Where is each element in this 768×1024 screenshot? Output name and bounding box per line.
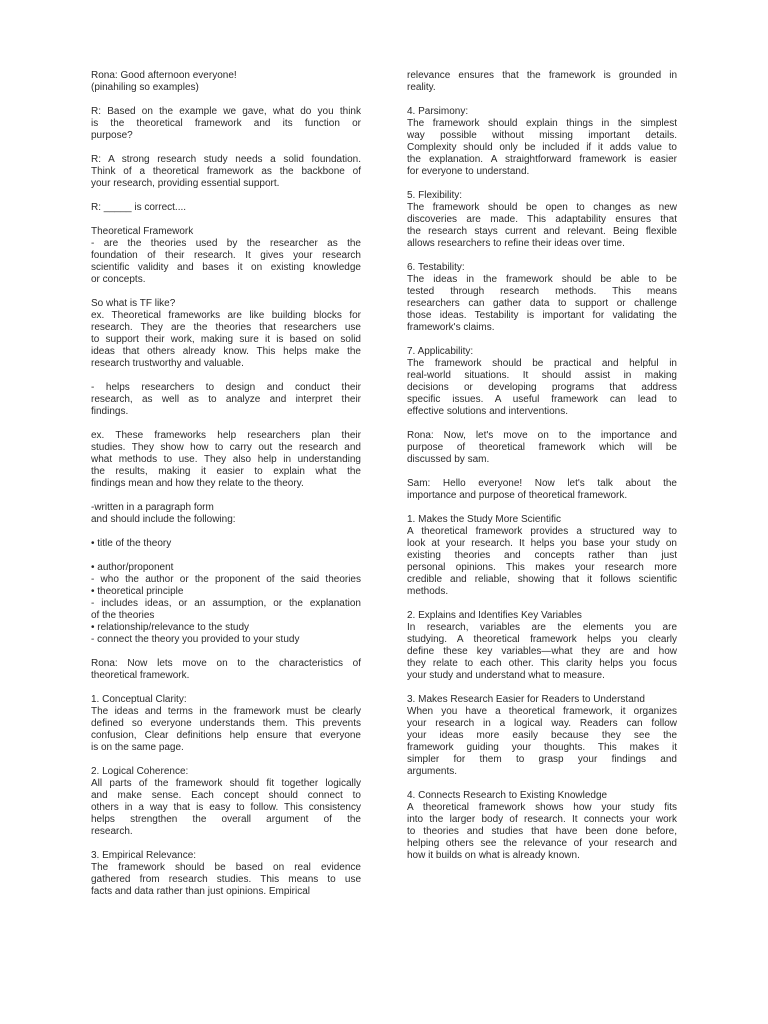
paragraph bbox=[407, 478, 677, 502]
text-line: The framework should be based on real evidence bbox=[91, 862, 361, 873]
text-line: arguments. bbox=[407, 766, 458, 777]
text-line: 4. Connects Research to Existing Knowledge bbox=[407, 790, 608, 801]
text-line: ideas that others already know. This helps make the bbox=[91, 346, 361, 357]
text-line: helps strengthen the overall argument of the bbox=[91, 814, 361, 825]
text-line: A theoretical framework shows how your study fits bbox=[407, 802, 677, 813]
text-line: 1. Conceptual Clarity: bbox=[91, 694, 187, 705]
text-line: In research, variables are the elements you are bbox=[407, 622, 677, 633]
paragraph bbox=[91, 430, 361, 490]
text-line: effective solutions and interventions. bbox=[407, 406, 569, 417]
text-line: 4. Parsimony: bbox=[407, 106, 469, 117]
text-line: those ideas. Testability is important for validating the bbox=[407, 310, 677, 321]
paragraph bbox=[91, 70, 361, 94]
text-line: studies. They show how to carry out the research and bbox=[91, 442, 361, 453]
paragraph bbox=[407, 262, 677, 334]
text-line: others in a way that is easy to follow. This consistency bbox=[91, 802, 361, 813]
text-line: or concepts. bbox=[91, 274, 146, 285]
text-line: they relate to each other. This clarity helps you focus bbox=[407, 658, 677, 669]
paragraph bbox=[91, 502, 361, 526]
text-line: discussed by sam. bbox=[407, 454, 490, 465]
paragraph bbox=[407, 106, 677, 178]
text-line: importance and purpose of theoretical framework. bbox=[407, 490, 628, 501]
paragraph bbox=[91, 658, 361, 682]
paragraph bbox=[91, 154, 361, 190]
text-line: • relationship/relevance to the study bbox=[91, 622, 250, 633]
text-line: Rona: Now lets move on to the characteristics of bbox=[91, 658, 361, 669]
text-line: • title of the theory bbox=[91, 538, 172, 549]
text-line: methods. bbox=[407, 586, 449, 597]
text-line: research. bbox=[91, 826, 133, 837]
text-line: credible and reliable, showing that it follows scientific bbox=[407, 574, 677, 585]
paragraph bbox=[407, 346, 677, 418]
text-line: • author/proponent bbox=[91, 562, 174, 573]
paragraph bbox=[407, 790, 677, 862]
text-line: framework's claims. bbox=[407, 322, 495, 333]
text-line: R: A strong research study needs a solid foundation. bbox=[91, 154, 361, 165]
text-line: The framework should be open to changes as new bbox=[407, 202, 677, 213]
paragraph bbox=[91, 850, 361, 898]
text-line: what methods to use. They also help in understanding bbox=[91, 454, 361, 465]
text-line: relevance ensures that the framework is grounded in bbox=[407, 70, 677, 81]
text-line: Think of a theoretical framework as the backbone of bbox=[91, 166, 361, 177]
text-line: allows researchers to refine their ideas over time. bbox=[407, 238, 625, 249]
paragraph bbox=[91, 766, 361, 838]
text-line: define these key variables—what they are and how bbox=[407, 646, 677, 657]
text-line: scientific validity and bases it on existing knowledge bbox=[91, 262, 361, 273]
text-line: 7. Applicability: bbox=[407, 346, 474, 357]
text-line: researchers can gather data to support or challenge bbox=[407, 298, 677, 309]
text-line: personal opinions. This makes your research more bbox=[407, 562, 677, 573]
text-line: The ideas in the framework should be able to be bbox=[407, 274, 677, 285]
text-line: purpose of theoretical framework which will be bbox=[407, 442, 677, 453]
text-line: 5. Flexibility: bbox=[407, 190, 463, 201]
text-line: foundation of their research. It gives your research bbox=[91, 250, 361, 261]
text-line: research, as well as to analyze and interpret their bbox=[91, 394, 361, 405]
text-line: 1. Makes the Study More Scientific bbox=[407, 514, 561, 525]
paragraph bbox=[407, 694, 677, 778]
right-column bbox=[407, 70, 677, 874]
text-line: findings. bbox=[91, 406, 129, 417]
text-line: - who the author or the proponent of the said theories bbox=[91, 574, 361, 585]
text-line: to support their work, making sure it is based on solid bbox=[91, 334, 361, 345]
text-line: 6. Testability: bbox=[407, 262, 465, 273]
text-line: simpler for them to grasp your findings and bbox=[407, 754, 677, 765]
text-line: the explanation. A straightforward framework is easier bbox=[407, 154, 677, 165]
paragraph bbox=[407, 514, 677, 598]
text-line: tested through research methods. This means bbox=[407, 286, 677, 297]
left-column bbox=[91, 70, 361, 910]
text-line: and should include the following: bbox=[91, 514, 236, 525]
text-line: how it builds on what is already known. bbox=[407, 850, 580, 861]
paragraph bbox=[407, 430, 677, 466]
text-line: your research, providing essential support. bbox=[91, 178, 280, 189]
text-line: reality. bbox=[407, 82, 436, 93]
text-line: - helps researchers to design and conduct their bbox=[91, 382, 361, 393]
text-line: gathered from research studies. This means to use bbox=[91, 874, 361, 885]
text-line: research trustworthy and valuable. bbox=[91, 358, 244, 369]
paragraph bbox=[407, 190, 677, 250]
text-line: 3. Makes Research Easier for Readers to Understand bbox=[407, 694, 645, 705]
text-line: R: Based on the example we gave, what do you think bbox=[91, 106, 361, 117]
text-line: ex. Theoretical frameworks are like building blocks for bbox=[91, 310, 361, 321]
text-line: of the theories bbox=[91, 610, 155, 621]
text-line: - are the theories used by the researcher as the bbox=[91, 238, 361, 249]
paragraph bbox=[91, 226, 361, 286]
text-line: your research in a logical way. Readers can follow bbox=[407, 718, 677, 729]
text-line: Complexity should only be included if it adds value to bbox=[407, 142, 677, 153]
text-line: Rona: Good afternoon everyone! bbox=[91, 70, 237, 81]
text-line: The ideas and terms in the framework must be clearly bbox=[91, 706, 361, 717]
text-line: discoveries are made. This adaptability ensures that bbox=[407, 214, 677, 225]
text-line: 2. Explains and Identifies Key Variables bbox=[407, 610, 582, 621]
text-line: • theoretical principle bbox=[91, 586, 184, 597]
text-line: 2. Logical Coherence: bbox=[91, 766, 189, 777]
paragraph bbox=[91, 694, 361, 754]
text-line: - includes ideas, or an assumption, or the explanation bbox=[91, 598, 361, 609]
text-line: research. They are the theories that researchers use bbox=[91, 322, 361, 333]
text-line: R: _____ is correct.... bbox=[91, 202, 187, 213]
text-line: findings mean and how they relate to the theory. bbox=[91, 478, 304, 489]
text-line: studying. A theoretical framework helps you clearly bbox=[407, 634, 677, 645]
text-line: look at your research. It helps you base your study on bbox=[407, 538, 677, 549]
text-line: to theories and studies that have been done before, bbox=[407, 826, 677, 837]
text-line: The framework should be practical and helpful in bbox=[407, 358, 677, 369]
text-line: Rona: Now, let's move on to the importance and bbox=[407, 430, 677, 441]
text-line: Sam: Hello everyone! Now let's talk about the bbox=[407, 478, 677, 489]
text-line: 3. Empirical Relevance: bbox=[91, 850, 197, 861]
text-line: The framework should explain things in the simplest bbox=[407, 118, 677, 129]
paragraph bbox=[91, 106, 361, 142]
text-line: confusion, Clear definitions help ensure that everyone bbox=[91, 730, 361, 741]
text-line: All parts of the framework should fit together logically bbox=[91, 778, 361, 789]
text-line: your ideas more easily because they see the bbox=[407, 730, 677, 741]
text-line: Theoretical Framework bbox=[91, 226, 194, 237]
text-line: decisions or developing programs that address bbox=[407, 382, 677, 393]
paragraph bbox=[91, 382, 361, 418]
text-line: way possible without missing important details. bbox=[407, 130, 677, 141]
text-line: the research stays current and relevant. Being flexible bbox=[407, 226, 677, 237]
text-line: real-world situations. It should assist in making bbox=[407, 370, 677, 381]
paragraph bbox=[91, 202, 361, 214]
text-line: the results, making it easier to explain what the bbox=[91, 466, 361, 477]
text-line: facts and data rather than just opinions. Empirical bbox=[91, 886, 311, 897]
text-line: specific issues. A useful framework can lead to bbox=[407, 394, 677, 405]
text-line: purpose? bbox=[91, 130, 133, 141]
text-line: ex. These frameworks help researchers plan their bbox=[91, 430, 361, 441]
text-line: When you have a theoretical framework, it organizes bbox=[407, 706, 677, 717]
text-line: and make sense. Each concept should connect to bbox=[91, 790, 361, 801]
text-line: is on the same page. bbox=[91, 742, 184, 753]
text-line: helping others see the relevance of your research and bbox=[407, 838, 677, 849]
text-line: your study and understand what to measure. bbox=[407, 670, 605, 681]
text-line: (pinahiling so examples) bbox=[91, 82, 199, 93]
paragraph bbox=[91, 538, 361, 550]
text-line: defined so everyone understands them. This prevents bbox=[91, 718, 361, 729]
paragraph bbox=[91, 298, 361, 370]
text-line: A theoretical framework provides a structured way to bbox=[407, 526, 677, 537]
text-line: -written in a paragraph form bbox=[91, 502, 214, 513]
paragraph bbox=[407, 70, 677, 94]
text-line: - connect the theory you provided to your study bbox=[91, 634, 300, 645]
paragraph bbox=[407, 610, 677, 682]
text-line: into the larger body of research. It connects your work bbox=[407, 814, 677, 825]
text-line: existing theories and concepts rather than just bbox=[407, 550, 677, 561]
text-line: for everyone to understand. bbox=[407, 166, 530, 177]
text-line: framework guiding your thoughts. This makes it bbox=[407, 742, 677, 753]
text-line: So what is TF like? bbox=[91, 298, 176, 309]
paragraph bbox=[91, 562, 361, 646]
text-line: theoretical framework. bbox=[91, 670, 190, 681]
text-line: is the theoretical framework and its function or bbox=[91, 118, 361, 129]
